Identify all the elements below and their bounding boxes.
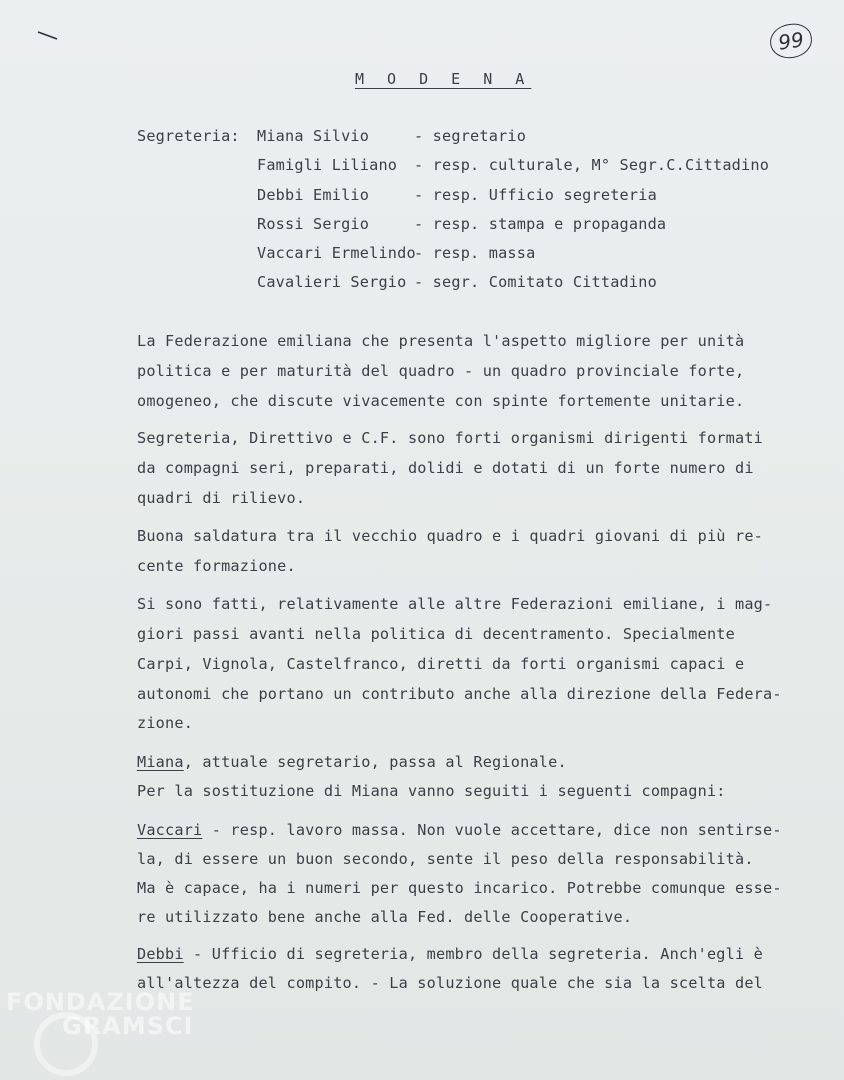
text-line: politica e per maturità del quadro - un quadro provinciale forte, [137, 362, 745, 380]
ink-mark [37, 30, 59, 40]
text-line: omogeneo, che discute vivacemente con spinte fortemente unitarie. [137, 392, 745, 410]
member-name: Rossi Sergio [257, 215, 370, 233]
text-segment: , attuale segretario, passa al Regionale. [183, 753, 567, 771]
watermark-line1: FONDAZIONE [6, 988, 195, 1016]
text-line: Segreteria, Direttivo e C.F. sono forti organismi dirigenti formati [137, 429, 764, 447]
text-line: all'altezza del compito. - La soluzione quale che sia la scelta del [137, 974, 764, 992]
watermark [6, 988, 195, 1040]
member-name: Debbi Emilio [257, 186, 370, 204]
text-line [137, 755, 567, 770]
text-line: quadri di rilievo. [137, 489, 306, 507]
text-line: cente formazione. [137, 557, 296, 575]
member-name: Famigli Liliano [257, 156, 398, 174]
text-line: Si sono fatti, relativamente alle altre Federazioni emiliane, i mag- [137, 595, 773, 613]
member-role: - resp. massa [414, 244, 536, 262]
member-role: - resp. stampa e propaganda [414, 215, 667, 233]
text-line: autonomi che portano un contributo anche alla direzione della Federa- [137, 685, 782, 703]
member-role: - resp. culturale, M° Segr.C.Cittadino [414, 156, 770, 174]
member-name: Vaccari Ermelindo [257, 244, 416, 262]
member-role: - segretario [414, 127, 527, 145]
underlined-name: Debbi [137, 945, 184, 963]
member-role: - segr. Comitato Cittadino [414, 273, 657, 291]
text-line: Buona saldatura tra il vecchio quadro e i quadri giovani di più re- [137, 527, 764, 545]
member-name: Miana Silvio [257, 127, 370, 145]
text-line: Carpi, Vignola, Castelfranco, diretti da forti organismi capaci e [137, 655, 745, 673]
segreteria-label: Segreteria: [137, 127, 240, 145]
text-segment: - Ufficio di segreteria, membro della segreteria. Anch'egli è [183, 945, 764, 963]
text-line: zione. [137, 714, 194, 732]
text-line: Ma è capace, ha i numeri per questo incarico. Potrebbe comunque esse- [137, 879, 782, 897]
text-line: la, di essere un buon secondo, sente il peso della responsabilità. [137, 850, 754, 868]
member-name: Cavalieri Sergio [257, 273, 407, 291]
text-line: giori passi avanti nella politica di decentramento. Specialmente [137, 625, 735, 643]
text-line [137, 823, 782, 838]
text-line: da compagni seri, preparati, dolidi e dotati di un forte numero di [137, 459, 754, 477]
text-line: Per la sostituzione di Miana vanno seguiti i seguenti compagni: [137, 782, 726, 800]
underlined-name: Vaccari [137, 821, 203, 839]
member-role: - resp. Ufficio segreteria [414, 186, 657, 204]
underlined-name: Miana [137, 753, 184, 771]
text-line: re utilizzato bene anche alla Fed. delle Cooperative. [137, 908, 633, 926]
text-line [137, 947, 763, 962]
text-line: La Federazione emiliana che presenta l'aspetto migliore per unità [137, 332, 745, 350]
page-title: M O D E N A [355, 70, 532, 88]
watermark-line2: GRAMSCI [62, 1012, 194, 1040]
text-segment: - resp. lavoro massa. Non vuole accettare, dice non sentirse- [202, 821, 782, 839]
page-number-circled: 99 [768, 21, 814, 61]
